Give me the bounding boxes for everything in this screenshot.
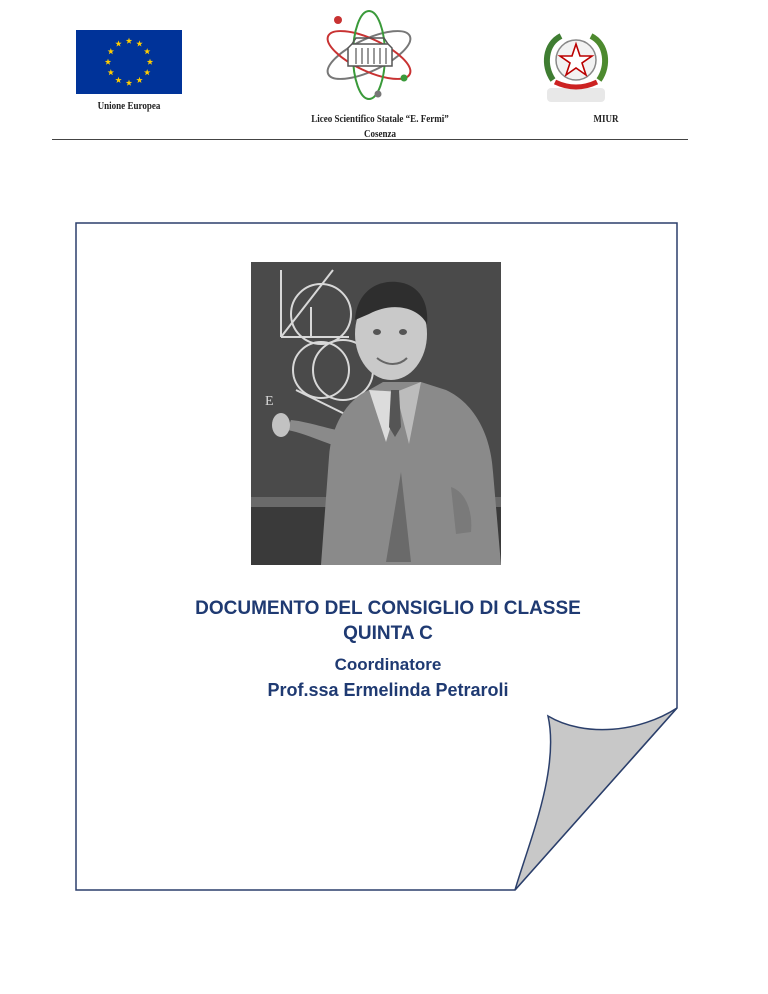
- svg-text:E: E: [265, 394, 274, 409]
- school-city: Cosenza: [363, 128, 397, 140]
- fermi-portrait-photo: [251, 262, 501, 565]
- document-title: DOCUMENTO DEL CONSIGLIO DI CLASSE: [195, 598, 581, 619]
- coordinator-name: Prof.ssa Ermelinda Petraroli: [267, 680, 509, 700]
- school-name: Liceo Scientifico Statale “E. Fermi”: [311, 113, 449, 125]
- eu-caption: Unione Europea: [97, 100, 161, 112]
- miur-caption: MIUR: [593, 113, 619, 125]
- class-name: QUINTA C: [343, 623, 433, 644]
- coordinator-role-label: Coordinatore: [334, 655, 442, 674]
